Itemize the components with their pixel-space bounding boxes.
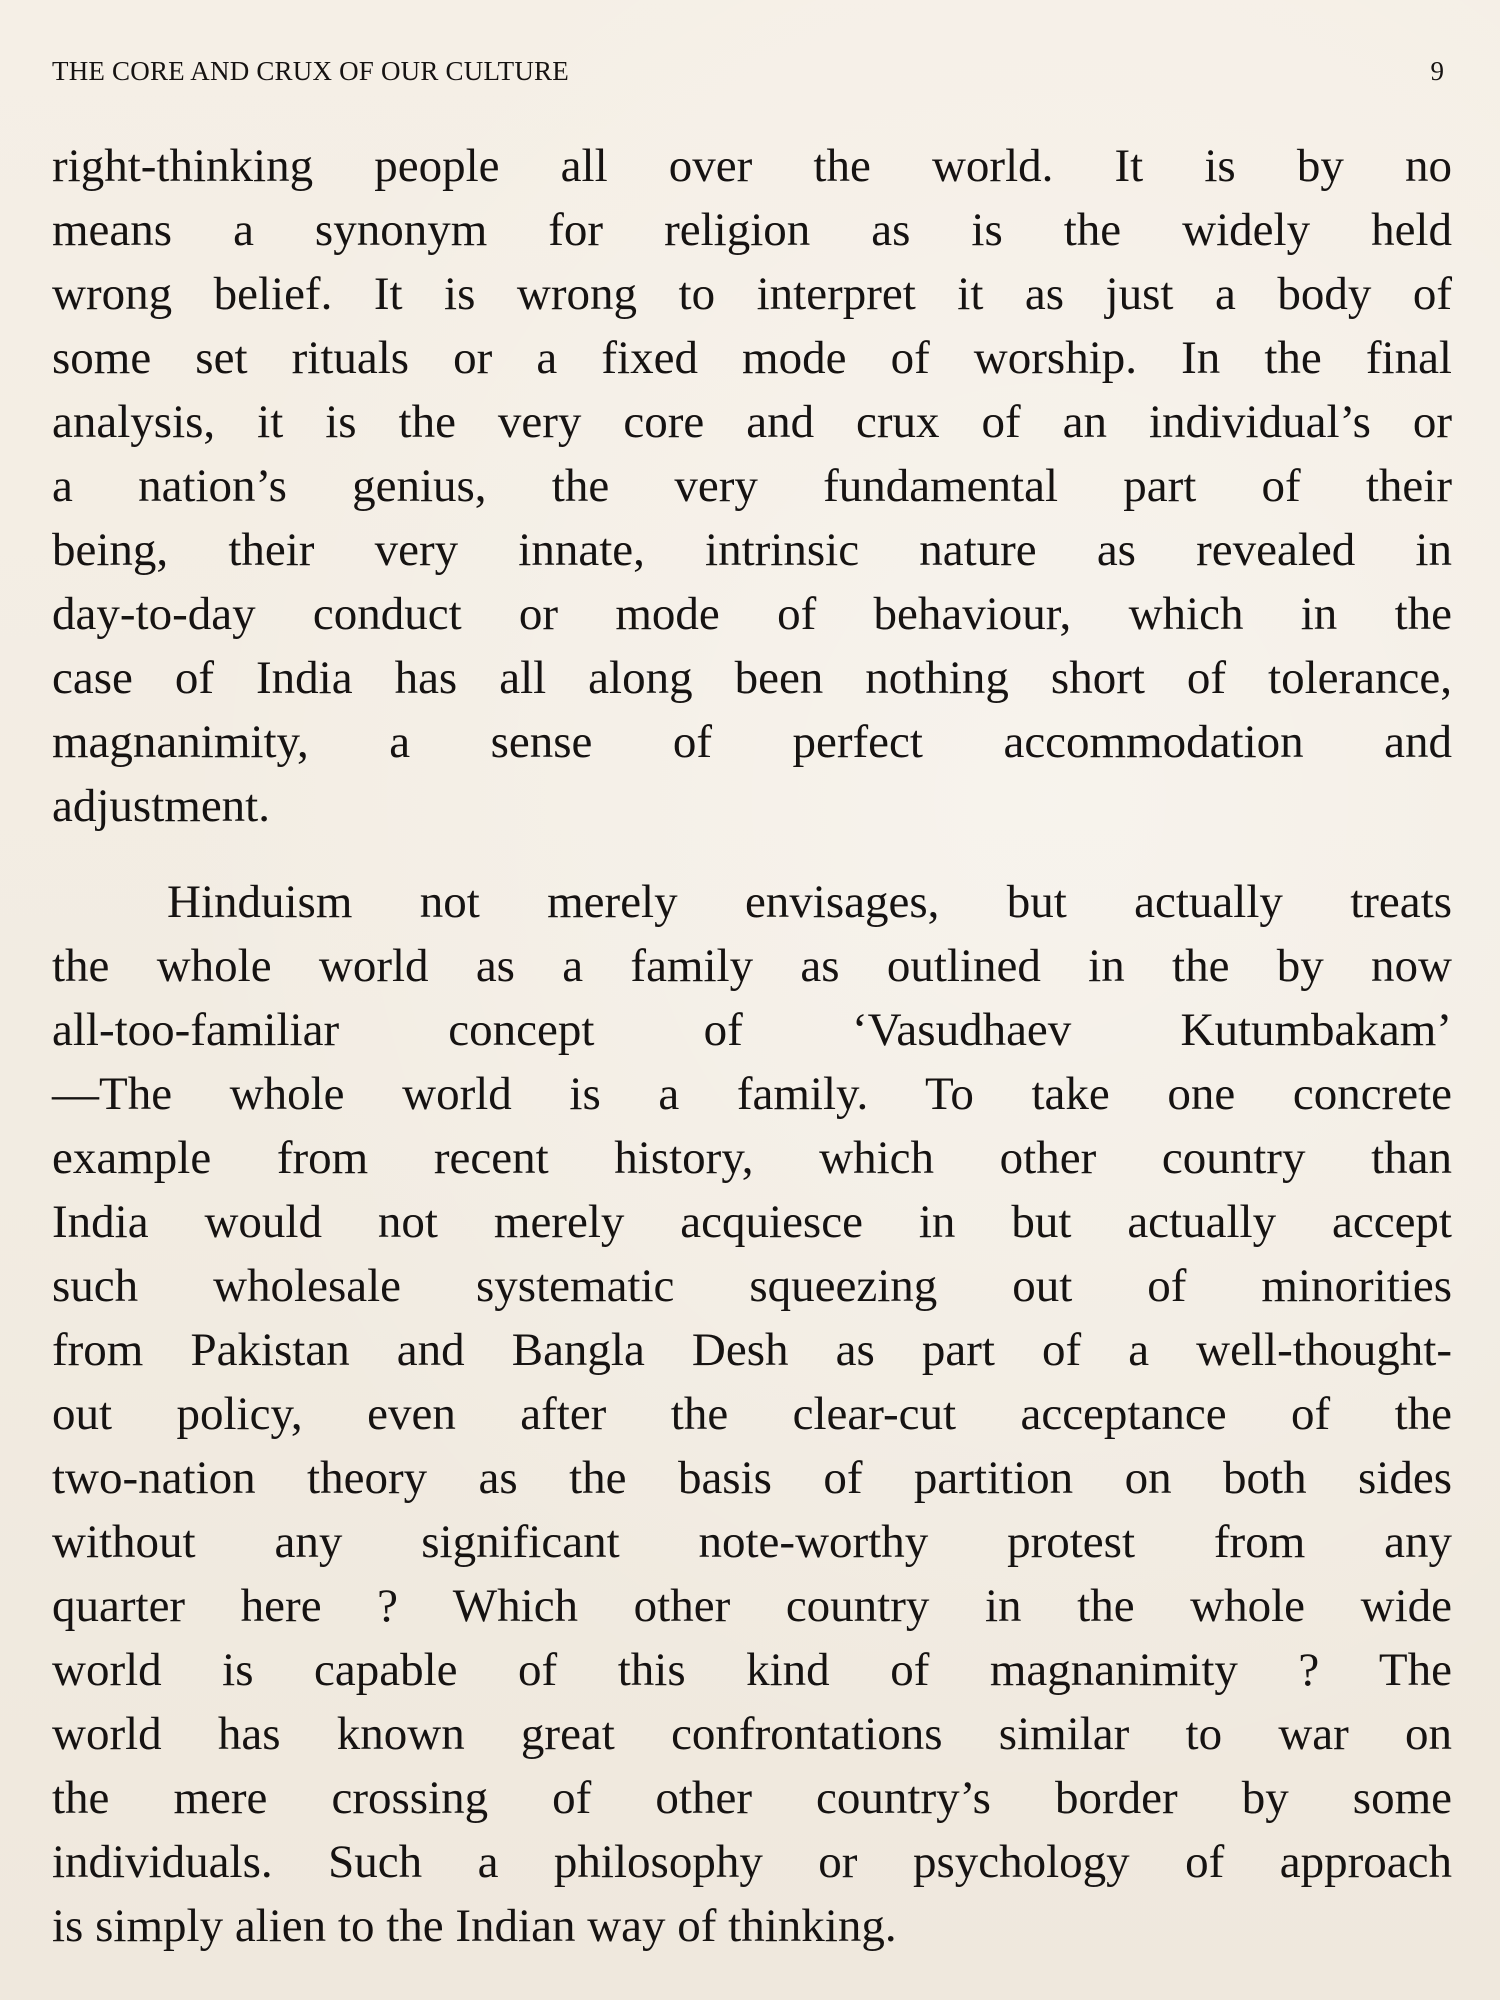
page-number: 9: [1430, 56, 1444, 86]
text-line: some set rituals or a fixed mode of worship. In the final: [52, 332, 1452, 384]
text-line: —The whole world is a family. To take one concrete: [52, 1068, 1452, 1120]
text-line: the mere crossing of other country’s border by some: [52, 1772, 1452, 1824]
text-line: right-thinking people all over the world. It is by no: [52, 140, 1452, 192]
text-line: adjustment.: [52, 780, 270, 832]
text-line: individuals. Such a philosophy or psychology of approach: [52, 1836, 1452, 1888]
running-title: THE CORE AND CRUX OF OUR CULTURE: [52, 56, 569, 86]
text-line: such wholesale systematic squeezing out of minorities: [52, 1260, 1452, 1312]
text-line: wrong belief. It is wrong to interpret it as just a body of: [52, 268, 1452, 320]
body-text: [52, 134, 1452, 1958]
text-line: from Pakistan and Bangla Desh as part of a well-thought-: [52, 1324, 1452, 1376]
text-line: is simply alien to the Indian way of thinking.: [52, 1900, 897, 1952]
text-line: two-nation theory as the basis of partition on both sides: [52, 1452, 1452, 1504]
text-line: India would not merely acquiesce in but actually accept: [52, 1196, 1452, 1248]
text-line: out policy, even after the clear-cut acceptance of the: [52, 1388, 1452, 1440]
text-line: world is capable of this kind of magnanimity ? The: [52, 1644, 1452, 1696]
text-line: example from recent history, which other country than: [52, 1132, 1452, 1184]
text-line: being, their very innate, intrinsic nature as revealed in: [52, 524, 1452, 576]
text-line: all-too-familiar concept of ‘Vasudhaev Kutumbakam’: [52, 1004, 1452, 1056]
text-line: a nation’s genius, the very fundamental part of their: [52, 460, 1452, 512]
text-line: Hinduism not merely envisages, but actually treats: [167, 876, 1452, 928]
text-line: magnanimity, a sense of perfect accommodation and: [52, 716, 1452, 768]
text-line: without any significant note-worthy protest from any: [52, 1516, 1452, 1568]
text-line: analysis, it is the very core and crux of an individual’s or: [52, 396, 1452, 448]
text-line: means a synonym for religion as is the widely held: [52, 204, 1452, 256]
text-line: case of India has all along been nothing short of tolerance,: [52, 652, 1452, 704]
text-line: world has known great confrontations similar to war on: [52, 1708, 1452, 1760]
paragraph-2: [52, 870, 1452, 1958]
paragraph-gap: [52, 838, 1452, 870]
text-line: day-to-day conduct or mode of behaviour, which in the: [52, 588, 1452, 640]
text-line: the whole world as a family as outlined in the by now: [52, 940, 1452, 992]
paragraph-1: [52, 134, 1452, 838]
running-head: [52, 56, 1448, 96]
text-line: quarter here ? Which other country in the whole wide: [52, 1580, 1452, 1632]
